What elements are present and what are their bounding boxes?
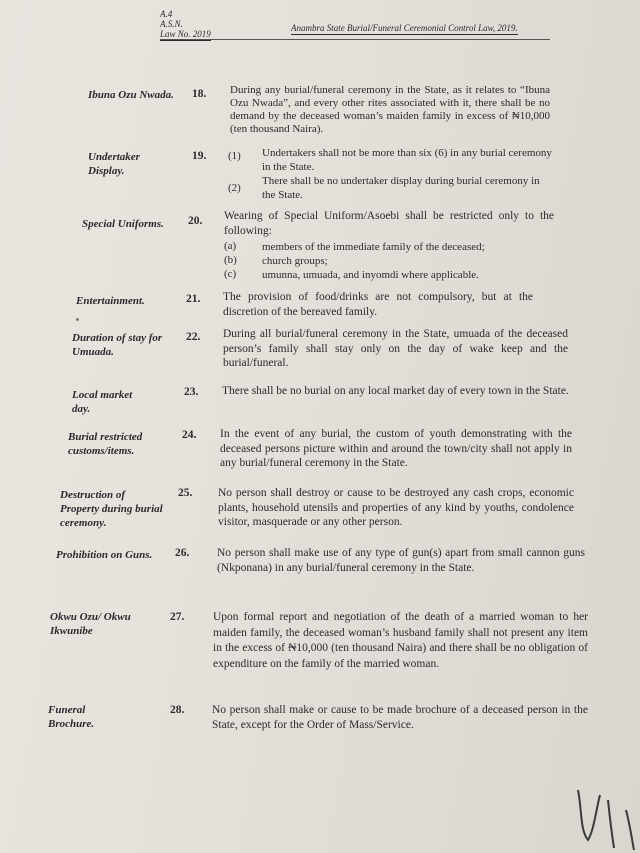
- header-ref-line1: A.4: [160, 9, 173, 19]
- subsection-text: There shall be no undertaker display during burial ceremony in the State.: [262, 175, 540, 201]
- margin-note: Local market day.: [72, 389, 133, 415]
- section-number: 24.: [182, 429, 197, 441]
- header-ref-line2: A.S.N.: [160, 19, 183, 29]
- section-number: 28.: [170, 704, 185, 716]
- margin-note: Funeral Brochure.: [48, 704, 95, 730]
- section-number: 22.: [186, 331, 201, 343]
- subsection-label: (1): [228, 150, 241, 162]
- page-header: [0, 0, 640, 45]
- margin-note: Prohibition on Guns.: [56, 549, 153, 561]
- section-text: There shall be no burial on any local market day of every town in the State.: [222, 385, 569, 397]
- margin-note: Duration of stay for Umuada.: [72, 332, 163, 358]
- item-label: (b): [224, 254, 237, 266]
- section-text: During all burial/funeral ceremony in the State, umuada of the deceased person’s family shall stay only on the day of wake keep and the burial/funeral.: [223, 328, 568, 369]
- item-label: (a): [224, 240, 237, 252]
- section-text: During any burial/funeral ceremony in the State, as it relates to “Ibuna Ozu Nwada”, and every other rites associated with it, there shall be no demand by the deceased woman’s maiden family in excess of ₦10,000 (ten thousand Naira).: [230, 84, 550, 135]
- margin-note: Ibuna Ozu Nwada.: [88, 89, 174, 101]
- section-number: 26.: [175, 547, 190, 559]
- ink-mark: [76, 318, 79, 321]
- margin-note: Burial restricted customs/items.: [68, 431, 143, 457]
- section-text: Upon formal report and negotiation of the death of a married woman to her maiden family, the deceased woman’s husband family shall not present any item in the excess of ₦10,000 (ten thousand Naira) and there shall be no obligation of expenditure on the family of the married woman.: [213, 611, 588, 670]
- subsection-text: Undertakers shall not be more than six (6) in any burial ceremony in the State.: [262, 147, 552, 173]
- header-law-title: Anambra State Burial/Funeral Ceremonial Control Law, 2019.: [291, 23, 518, 33]
- section-number: 27.: [170, 611, 185, 623]
- margin-note: Destruction of Property during burial ceremony.: [60, 489, 163, 529]
- section-text: No person shall destroy or cause to be destroyed any cash crops, economic plants, household utensils and properties of any kind by youths, condolence visitor, masquerade or any other person.: [218, 487, 574, 528]
- item-text: church groups;: [262, 255, 328, 267]
- margin-note: Special Uniforms.: [82, 218, 164, 230]
- section-number: 21.: [186, 293, 201, 305]
- section-text: No person shall make or cause to be made brochure of a deceased person in the State, except for the Order of Mass/Service.: [212, 704, 588, 731]
- section-number: 19.: [192, 150, 207, 162]
- signature-mark: [570, 770, 640, 850]
- item-text: umunna, umuada, and inyomdi where applicable.: [262, 269, 479, 281]
- item-label: (c): [224, 268, 237, 280]
- header-law-number: Law No. 2019: [160, 29, 211, 39]
- margin-note: Entertainment.: [76, 295, 145, 307]
- section-text: Wearing of Special Uniform/Asoebi shall be restricted only to the following:: [224, 210, 554, 237]
- subsection-label: (2): [228, 182, 241, 194]
- section-text: The provision of food/drinks are not compulsory, but at the discretion of the bereaved family.: [223, 291, 533, 318]
- section-text: No person shall make use of any type of gun(s) apart from small cannon guns (Nkponana) in any burial/funeral ceremony in the State.: [217, 547, 585, 574]
- section-text: In the event of any burial, the custom of youth demonstrating with the deceased persons picture within and around the town/city shall not apply in any burial/funeral ceremony in the State.: [220, 428, 572, 469]
- section-number: 18.: [192, 88, 207, 100]
- section-number: 23.: [184, 386, 199, 398]
- item-text: members of the immediate family of the deceased;: [262, 241, 485, 253]
- margin-note: Okwu Ozu/ Okwu Ikwunibe: [50, 611, 131, 637]
- section-number: 25.: [178, 487, 193, 499]
- section-number: 20.: [188, 215, 203, 227]
- header-rule: [160, 39, 550, 40]
- margin-note: Undertaker Display.: [88, 151, 140, 177]
